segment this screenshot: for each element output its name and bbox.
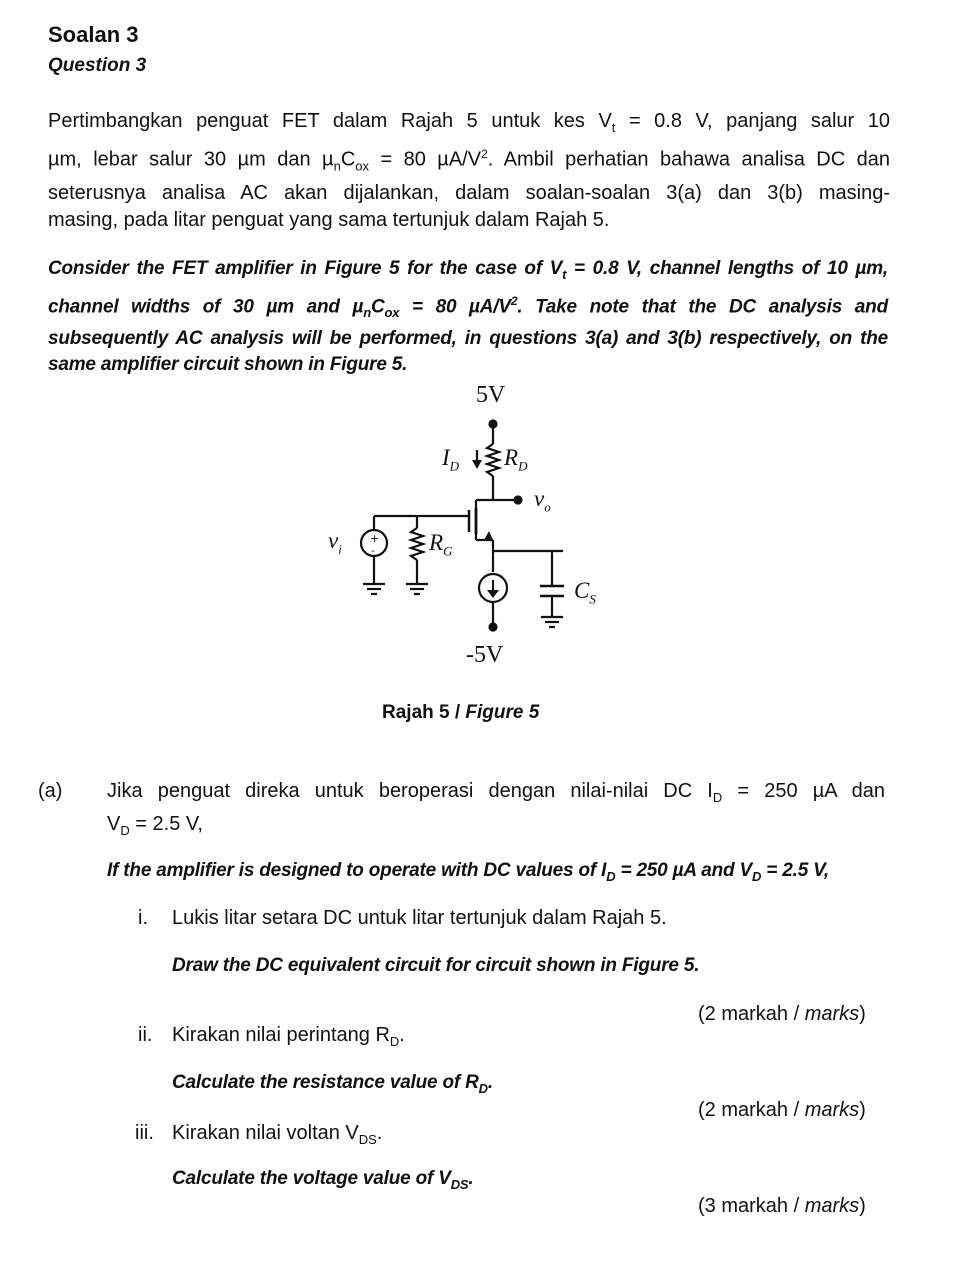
cs-label: $C_S$ <box>574 578 596 607</box>
sub-ii-english: Calculate the resistance value of $R_D$. <box>172 1072 493 1096</box>
part-a-malay <box>107 778 885 844</box>
intro-english-line-3: subsequently AC analysis will be performed, in questions 3(a) and 3(b) respectively, on the <box>48 327 888 349</box>
intro-english-line-4: same amplifier circuit shown in Figure 5. <box>48 353 408 375</box>
rd-label: $R_D$ <box>504 445 528 474</box>
part-a-label: (a) <box>38 780 63 802</box>
question-subtitle: Question 3 <box>48 55 147 76</box>
sub-ii-number: ii. <box>138 1024 153 1046</box>
vss-node <box>490 624 497 631</box>
sub-iii-english: Calculate the voltage value of $V_{DS}$. <box>172 1168 474 1192</box>
sub-i-malay: Lukis litar setara DC untuk litar tertunjuk dalam Rajah 5. <box>172 907 667 929</box>
rg-resistor <box>411 528 423 560</box>
vi-label: $v_i$ <box>328 528 342 557</box>
vss-label: -5V <box>466 642 504 668</box>
sub-ii-malay: Kirakan nilai perintang $R_D$. <box>172 1024 405 1049</box>
part-a-malay-line-2: $V_D = 2.5$ V, <box>107 813 203 838</box>
intro-malay-line-3: seterusnya analisa AC akan dijalankan, dalam soalan-soalan 3(a) dan 3(b) masing- <box>48 181 890 204</box>
sub-iii-number: iii. <box>135 1122 154 1144</box>
rg-label: $R_G$ <box>429 530 453 559</box>
rd-resistor <box>487 444 499 476</box>
part-a-malay-line-1: Jika penguat direka untuk beroperasi dengan nilai-nilai DC $I_D = 250$ µA dan <box>107 780 885 805</box>
sub-ii-marks: (2 markah / marks) <box>698 1099 866 1121</box>
intro-malay-line-2: µm, lebar salur 30 µm dan $\mu_nC_{ox} = 80$ $\mu A/V^2$. Ambil perhatian bahawa analisa DC dan <box>48 147 891 174</box>
part-a-english: If the amplifier is designed to operate with DC values of $I_D = 250$ µA and $V_D = 2.5$ V, <box>107 860 829 884</box>
sub-iii-marks: (3 markah / marks) <box>698 1195 866 1217</box>
intro-english-line-1: Consider the FET amplifier in Figure 5 for the case of $V_t = 0.8$ V, channel lengths of 10 µm, <box>48 258 888 282</box>
sub-iii-malay: Kirakan nilai voltan $V_{DS}$. <box>172 1122 383 1147</box>
vo-node <box>515 497 522 504</box>
ground-symbols <box>363 584 563 627</box>
sub-i-marks: (2 markah / marks) <box>698 1003 866 1025</box>
sub-i-english: Draw the DC equivalent circuit for circuit shown in Figure 5. <box>172 955 700 976</box>
figure-caption: Rajah 5 / Figure 5 <box>382 702 540 723</box>
vdd-label: 5V <box>476 382 506 408</box>
sub-i-number: i. <box>138 907 148 929</box>
id-label: $I_D$ <box>442 445 460 474</box>
svg-text:+: + <box>370 532 380 545</box>
intro-malay-line-1: Pertimbangkan penguat FET dalam Rajah 5 untuk kes $V_t = 0.8$ V, panjang salur 10 <box>48 110 890 135</box>
question-title: Soalan 3 <box>48 22 139 47</box>
intro-english-line-2: channel widths of 30 µm and $\mu_nC_{ox} = 80$ $\mu A/V^2$. Take note that the DC analysis and <box>48 293 888 320</box>
intro-malay-line-4: masing, pada litar penguat yang sama tertunjuk dalam Rajah 5. <box>48 208 610 231</box>
svg-text:-: - <box>371 544 375 557</box>
vo-label: $v_o$ <box>534 486 551 515</box>
